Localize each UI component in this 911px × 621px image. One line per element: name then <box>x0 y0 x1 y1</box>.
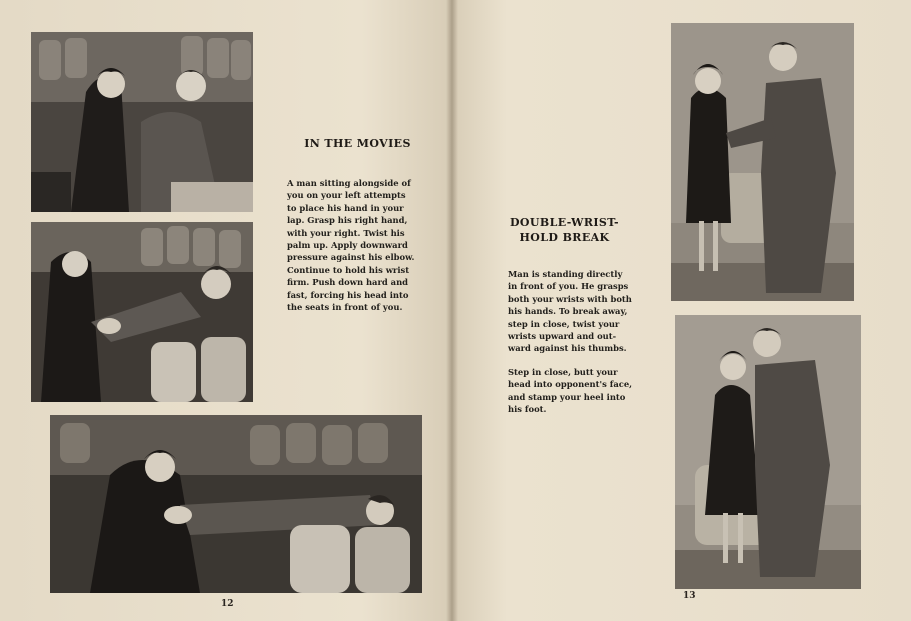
right-page <box>452 0 911 621</box>
left-page-paragraph: A man sitting alongside of you on your left attempts to place his hand in your lap. Grasp his right hand, with your right. Twist his palm up. Apply downward pressure against his elbow. Continue to hold his wrist firm. Push down hard and fast, forcing his head into the seats in front of you. <box>287 178 415 313</box>
right-page-heading: DOUBLE-WRIST- HOLD BREAK <box>509 216 619 244</box>
left-page <box>0 0 452 621</box>
photo-double-wrist-grab <box>671 23 854 301</box>
right-page-number: 13 <box>683 591 696 601</box>
book-gutter <box>446 0 458 621</box>
left-page-heading: IN THE MOVIES <box>304 137 411 150</box>
left-page-number: 12 <box>221 599 234 609</box>
photo-theater-seated-couple <box>31 32 253 212</box>
photo-theater-wrist-twist <box>31 222 253 402</box>
right-page-paragraph-1: Man is standing directly in front of you. He grasps both your wrists with both his hands. To break away, step in close, twist your wrists upward and out- ward against his thumbs. <box>508 269 632 354</box>
photo-theater-head-forced-down <box>50 415 422 593</box>
photo-head-butt-heel-stamp <box>675 315 861 589</box>
right-page-paragraph-2: Step in close, butt your head into opponent's face, and stamp your heel into his foot. <box>508 367 633 415</box>
